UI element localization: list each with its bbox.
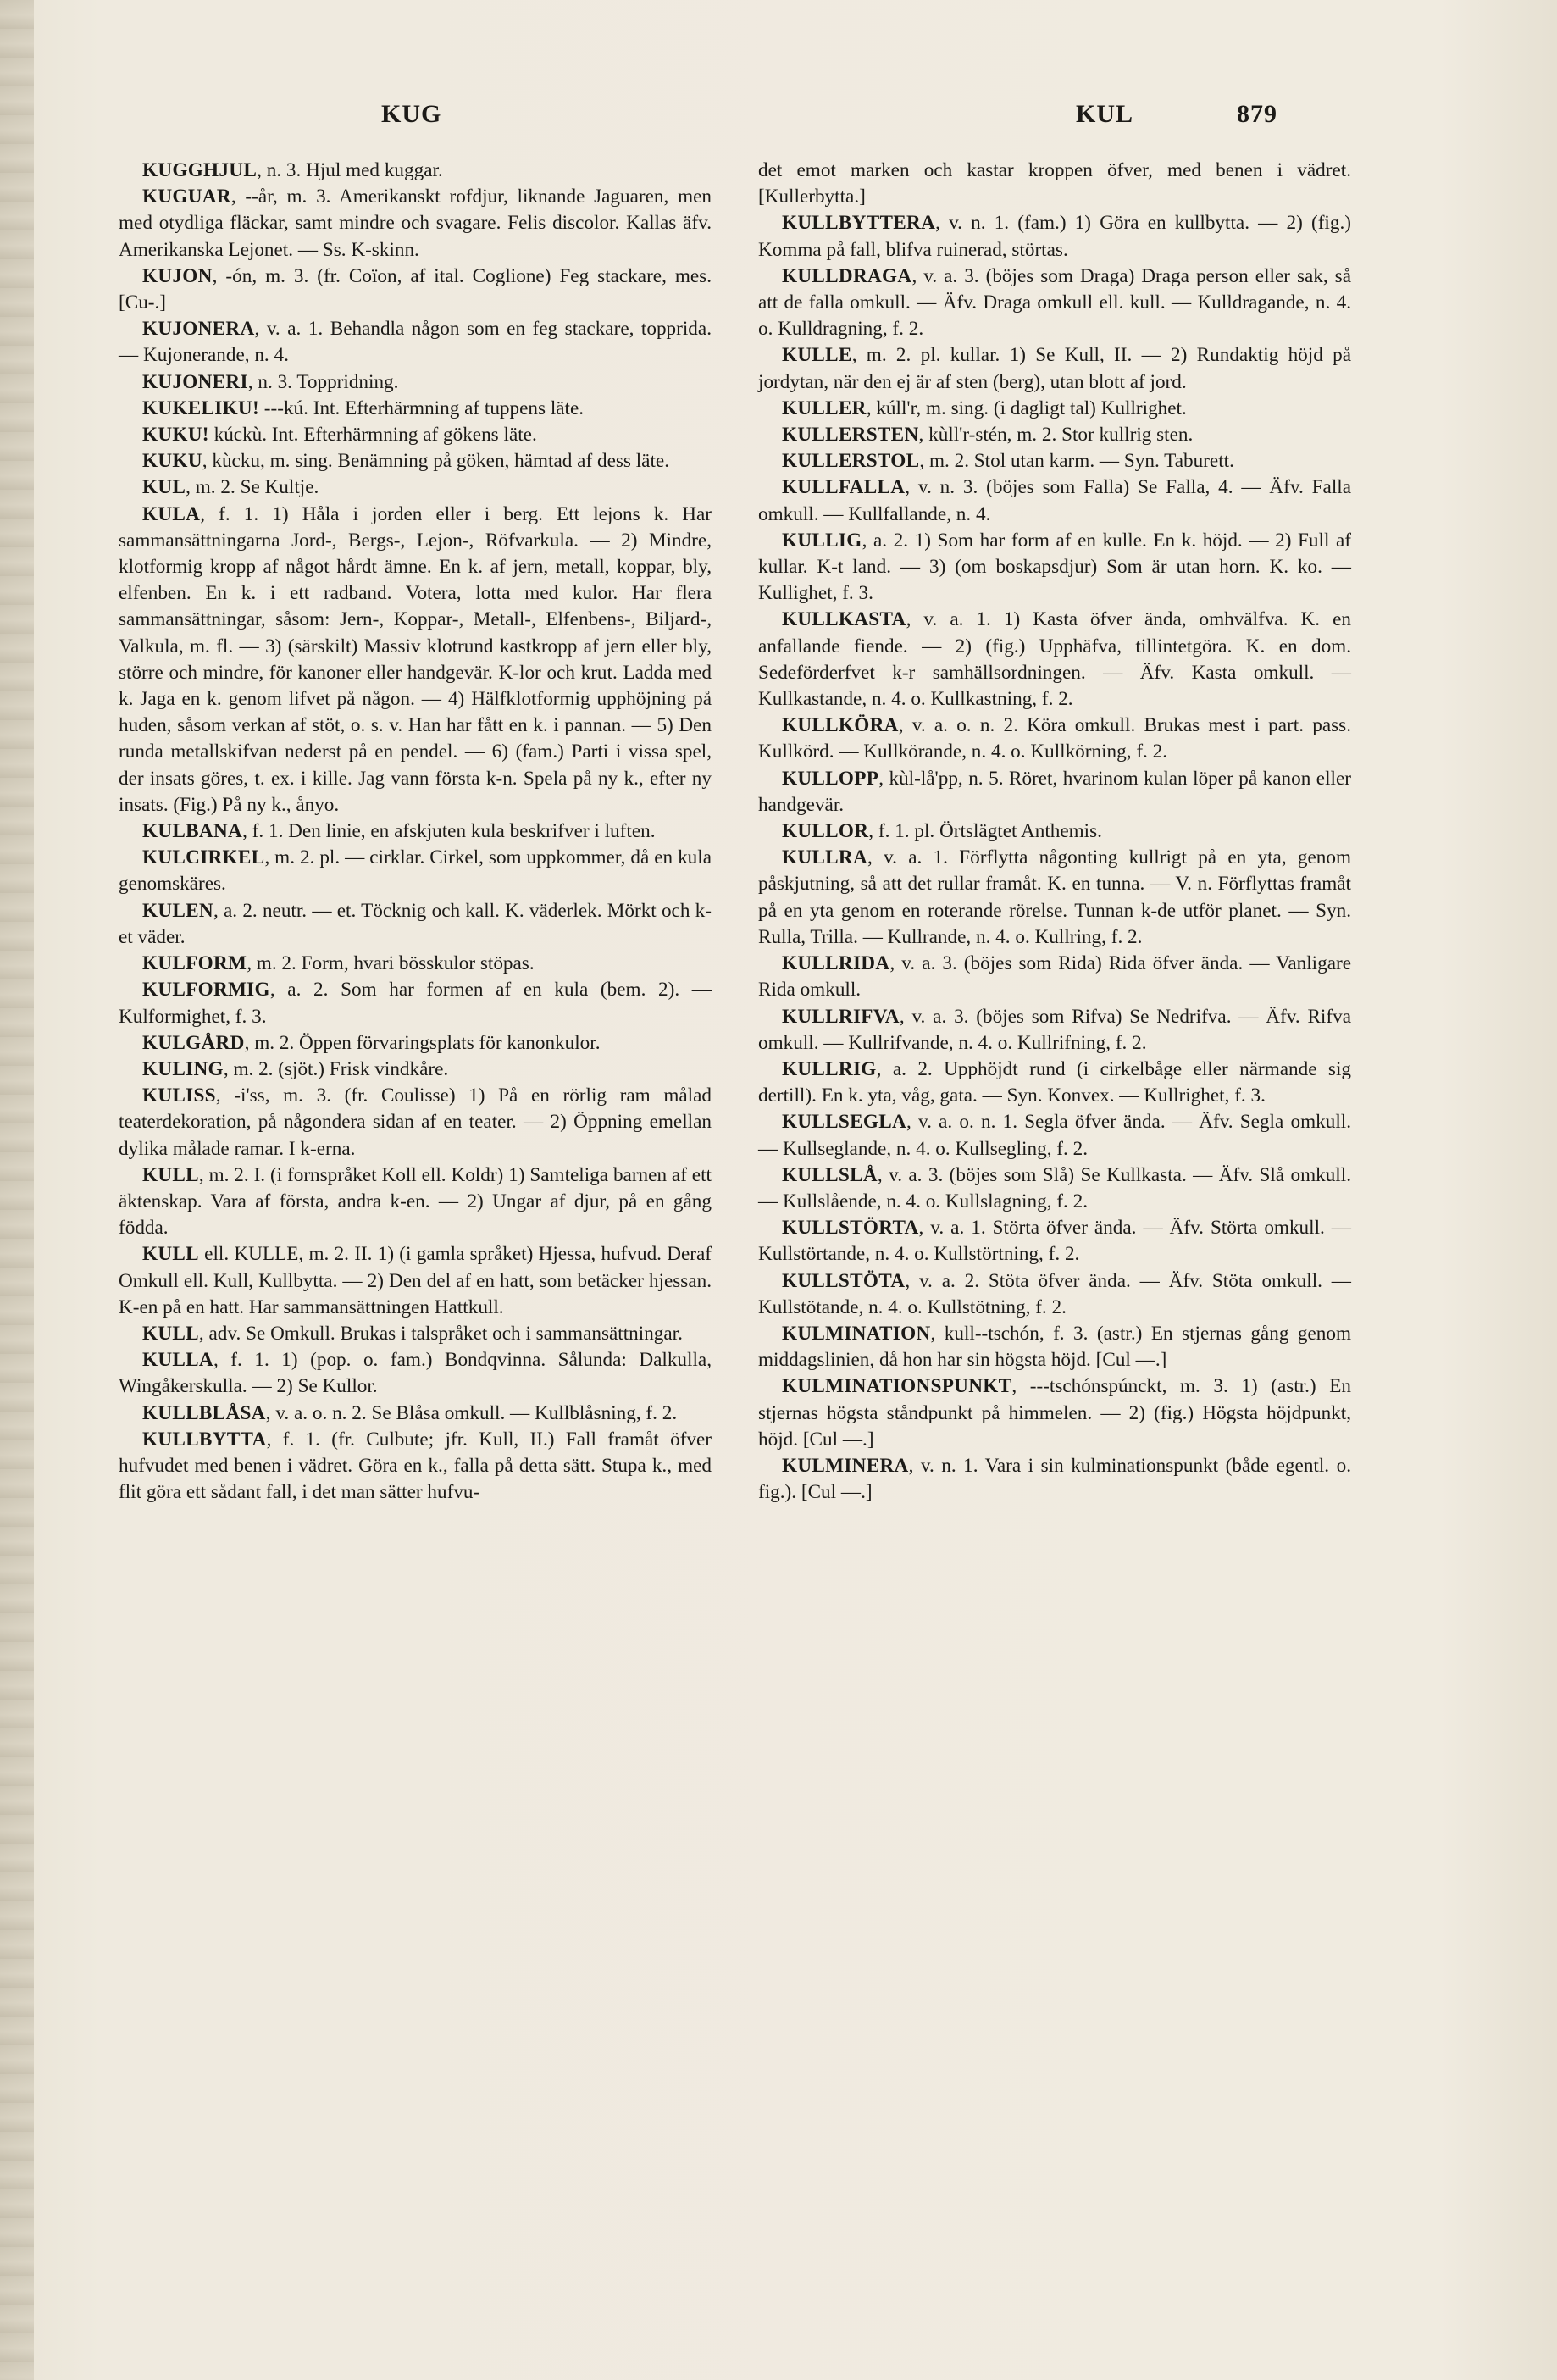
entry-text: , f. 1. Den linie, en afskjuten kula beskrifver i luften. bbox=[242, 820, 656, 843]
entry-text: kúckù. Int. Efterhärmning af gökens läte. bbox=[208, 424, 537, 447]
entry-text: , f. 1. pl. Örtslägtet Anthemis. bbox=[868, 820, 1102, 843]
entry-headword: KULL bbox=[142, 1243, 199, 1266]
entry-text: , kúll'r, m. sing. (i dagligt tal) Kullrighet. bbox=[866, 397, 1187, 419]
dictionary-entry bbox=[758, 766, 1351, 818]
dictionary-entry bbox=[119, 448, 712, 474]
dictionary-entry bbox=[119, 898, 712, 951]
entry-text: det emot marken och kastar kroppen öfver, med benen i vädret. [Kullerbytta.] bbox=[758, 159, 1351, 208]
entry-text: , m. 2. pl. — cirklar. Cirkel, som uppkommer, då en kula genomskäres. bbox=[119, 846, 712, 896]
entry-text: , v. a. 3. (böjes som Rifva) Se Nedrifva. — Äfv. Rifva omkull. — Kullrifvande, n. 4. o. Kullrifning, f. 2. bbox=[758, 1005, 1351, 1054]
entry-headword: KULA bbox=[142, 502, 201, 525]
entry-text: , a. 2. Upphöjdt rund (i cirkelbåge eller närmande sig dertill). En k. yta, våg, gata. — Syn. Konvex. — Kullrighet, f. 3. bbox=[758, 1057, 1351, 1107]
entry-headword: KUGUAR bbox=[142, 186, 231, 208]
dictionary-entry bbox=[119, 474, 712, 501]
entry-text: , v. a. 2. Stöta öfver ända. — Äfv. Stöta omkull. — Kullstötande, n. 4. o. Kullstötning, f. 2. bbox=[758, 1269, 1351, 1318]
entry-text: , -ón, m. 3. (fr. Coïon, af ital. Coglione) Feg stackare, mes. [Cu-.] bbox=[119, 264, 712, 314]
entry-headword: KULBANA bbox=[142, 820, 243, 843]
entry-text: , ---tschónspúnckt, m. 3. 1) (astr.) En stjernas högsta ståndpunkt på himmelen. — 2) (fig.) Högsta höjdpunkt, höjd. [Cul —.] bbox=[758, 1375, 1351, 1451]
entry-text: , v. a. 1. Förflytta någonting kullrigt på en yta, genom påskjutning, så att det rullar framåt. K. en tunna. — V. n. Förflyttas framåt på en yta genom en roterande rörelse. Tunnan k-de utför planet. — Syn. Rulla, Trilla. — Kullrande, n. 4. o. Kullring, f. 2. bbox=[758, 846, 1351, 948]
dictionary-entry bbox=[758, 342, 1351, 395]
dictionary-entry bbox=[758, 422, 1351, 448]
page-number: 879 bbox=[1237, 100, 1277, 128]
entry-text: , m. 2. I. (i fornspråket Koll ell. Koldr) 1) Samteliga barnen af ett äktenskap. Vara af första, andra k-en. — 2) Ungar af djur, på en gång födda. bbox=[119, 1163, 712, 1240]
entry-headword: KULLFALLA bbox=[782, 476, 906, 499]
left-column bbox=[119, 158, 712, 1506]
entry-headword: KUKU! bbox=[142, 424, 209, 447]
entry-headword: KULLER bbox=[782, 397, 867, 419]
entry-text: , f. 1. (fr. Culbute; jfr. Kull, II.) Fall framåt öfver hufvudet med benen i vädret. Göra en k., falla på detta sätt. Stupa k., med flit göra ett sådant fall, i det man sätter hufvu- bbox=[119, 1428, 712, 1504]
entry-headword: KULING bbox=[142, 1057, 224, 1080]
entry-headword: KUGGHJUL bbox=[142, 159, 258, 181]
entry-headword: KULLBYTTA bbox=[142, 1428, 267, 1451]
dictionary-entry bbox=[758, 845, 1351, 951]
entry-text: , v. a. 3. (böjes som Slå) Se Kullkasta. — Äfv. Slå omkull. — Kullslående, n. 4. o. Kullslagning, f. 2. bbox=[758, 1163, 1351, 1212]
entry-text: , m. 2. Stol utan karm. — Syn. Taburett. bbox=[919, 450, 1234, 473]
entry-headword: KULFORMIG bbox=[142, 979, 270, 1001]
entry-headword: KULGÅRD bbox=[142, 1031, 245, 1054]
entry-headword: KULLDRAGA bbox=[782, 264, 912, 287]
dictionary-entry bbox=[119, 951, 712, 977]
entry-headword: KULLRIG bbox=[782, 1057, 877, 1080]
entry-text: ---kú. Int. Efterhärmning af tuppens läte. bbox=[258, 397, 585, 419]
dictionary-entry bbox=[119, 1030, 712, 1057]
entry-text: , adv. Se Omkull. Brukas i talspråket och i sammansättningar. bbox=[198, 1322, 683, 1345]
dictionary-entry bbox=[758, 1004, 1351, 1057]
entry-headword: KUJONERI bbox=[142, 370, 248, 393]
page-binding-edge bbox=[0, 0, 34, 2380]
entry-text: ell. KULLE, m. 2. II. 1) (i gamla språket) Hjessa, hufvud. Deraf Omkull ell. Kull, Kullbytta. — 2) Den del af en hatt, som betäcker hjessan. K-en på en hatt. Har sammansättningen Hattkull. bbox=[119, 1243, 712, 1318]
entry-headword: KULLE bbox=[782, 344, 852, 367]
entry-text: , v. a. 1. Störta öfver ända. — Äfv. Störta omkull. — Kullstörtande, n. 4. o. Kullstörtning, f. 2. bbox=[758, 1217, 1351, 1266]
entry-headword: KUL bbox=[142, 476, 186, 499]
dictionary-entry bbox=[758, 528, 1351, 607]
dictionary-entry bbox=[758, 1268, 1351, 1321]
entry-headword: KULLRIDA bbox=[782, 952, 890, 975]
entry-headword: KULFORM bbox=[142, 952, 247, 975]
dictionary-entry bbox=[119, 977, 712, 1029]
dictionary-entry bbox=[119, 316, 712, 369]
dictionary-entry bbox=[758, 396, 1351, 422]
dictionary-entry bbox=[119, 1057, 712, 1083]
dictionary-entry bbox=[758, 1321, 1351, 1373]
dictionary-entry bbox=[758, 1453, 1351, 1506]
entry-headword: KULLRA bbox=[782, 846, 868, 869]
header-right-guide-word: KUL bbox=[1076, 100, 1134, 128]
entry-text: , f. 1. 1) Håla i jorden eller i berg. Ett lejons k. Har sammansättningarna Jord-, Bergs-, Lejon-, Röfvarkula. — 2) Mindre, klotformig kropp af något hårdt ämne. En k. af jern, metall, koppar, bly, elfenben. En k. i ett radband. Votera, lotta med kulor. Har flera sammansättningar, såsom: Jern-, Koppar-, Metall-, Elfenbens-, Biljard-, Valkula, m. fl. — 3) (särskilt) Massiv klotrund kastkropp af jern eller bly, större och mindre, för kanoner eller handgevär. K-lor och krut. Ladda med k. Jaga en k. genom lifvet på någon. — 4) Hälfklotformig upphöjning på huden, såsom verkan af stöt, o. s. v. Han har fått en k. i pannan. — 5) Den runda metallskifvan nederst på en pendel. — 6) (fam.) Parti i vissa spel, der insats göres, t. ex. i kille. Jag vann första k-n. Spela på ny k., efter ny insats. (Fig.) På ny k., ånyo. bbox=[119, 502, 712, 816]
dictionary-entry bbox=[758, 713, 1351, 765]
entry-headword: KULEN bbox=[142, 899, 213, 922]
entry-text: , m. 2. Öppen förvaringsplats för kanonkulor. bbox=[244, 1031, 601, 1054]
entry-text: , kùcku, m. sing. Benämning på göken, hämtad af dess läte. bbox=[202, 450, 669, 473]
entry-text: , kùl-lå'pp, n. 5. Röret, hvarinom kulan löper på kanon eller handgevär. bbox=[758, 767, 1351, 816]
dictionary-entry bbox=[758, 1057, 1351, 1109]
entry-text: , -i'ss, m. 3. (fr. Coulisse) 1) På en rörlig ram målad teaterdekoration, på någondera sidan af en teater. — 2) Öppning emellan dylika målade ramar. I k-erna. bbox=[119, 1085, 712, 1160]
entry-headword: KULLSEGLA bbox=[782, 1111, 907, 1134]
dictionary-entry bbox=[119, 369, 712, 396]
entry-headword: KULMINATIONSPUNKT bbox=[782, 1375, 1012, 1398]
entry-headword: KUJONERA bbox=[142, 318, 255, 341]
entry-text: , m. 2. Form, hvari bösskulor stöpas. bbox=[247, 952, 535, 975]
entry-text: , m. 2. Se Kultje. bbox=[186, 476, 319, 499]
entry-headword: KULLIG bbox=[782, 529, 862, 552]
entry-headword: KULLA bbox=[142, 1349, 213, 1372]
dictionary-entry bbox=[758, 1215, 1351, 1268]
entry-headword: KUKU bbox=[142, 450, 202, 473]
dictionary-entry bbox=[119, 1241, 712, 1321]
entry-headword: KUKELIKU! bbox=[142, 397, 259, 419]
dictionary-entry bbox=[119, 1347, 712, 1400]
entry-text: , f. 1. 1) (pop. o. fam.) Bondqvinna. Sålunda: Dalkulla, Wingåkerskulla. — 2) Se Kullor. bbox=[119, 1349, 712, 1398]
dictionary-entry bbox=[758, 1109, 1351, 1162]
entry-headword: KULL bbox=[142, 1322, 199, 1345]
entry-text: , v. n. 1. Vara i sin kulminationspunkt (både egentl. o. fig.). [Cul —.] bbox=[758, 1454, 1351, 1504]
dictionary-entry bbox=[758, 210, 1351, 263]
entry-headword: KUJON bbox=[142, 264, 213, 287]
dictionary-entry bbox=[758, 474, 1351, 527]
entry-headword: KULLSTÖRTA bbox=[782, 1217, 919, 1240]
entry-headword: KULCIRKEL bbox=[142, 846, 265, 869]
entry-text: , v. a. 3. (böjes som Draga) Draga person eller sak, så att de falla omkull. — Äfv. Draga omkull ell. kull. — Kulldragande, n. 4. o. Kulldragning, f. 2. bbox=[758, 264, 1351, 341]
dictionary-entry bbox=[758, 1162, 1351, 1215]
dictionary-entry bbox=[119, 396, 712, 422]
header-left-guide-word: KUG bbox=[381, 100, 442, 128]
entry-text: , m. 2. pl. kullar. 1) Se Kull, II. — 2) Rundaktig höjd på jordytan, när den ej är af sten (berg), utan blott af jord. bbox=[758, 344, 1351, 393]
dictionary-entry bbox=[119, 502, 712, 818]
entry-headword: KULLBLÅSA bbox=[142, 1401, 266, 1424]
entry-text: , kull--tschón, f. 3. (astr.) En stjernas gång genom middagslinien, då hon har sin högsta höjd. [Cul —.] bbox=[758, 1322, 1351, 1372]
entry-headword: KULISS bbox=[142, 1085, 216, 1107]
dictionary-entry bbox=[758, 1373, 1351, 1453]
dictionary-entry bbox=[758, 951, 1351, 1003]
entry-headword: KULLOR bbox=[782, 820, 869, 843]
dictionary-entry bbox=[758, 264, 1351, 343]
dictionary-entry bbox=[119, 818, 712, 845]
entry-headword: KULLKASTA bbox=[782, 608, 906, 631]
dictionary-entry bbox=[119, 1321, 712, 1347]
entry-text: , v. a. 1. Behandla någon som en feg stackare, topprida. — Kujonerande, n. 4. bbox=[119, 318, 712, 367]
dictionary-entry bbox=[758, 818, 1351, 845]
dictionary-entry bbox=[119, 184, 712, 264]
entry-headword: KULLKÖRA bbox=[782, 714, 899, 737]
dictionary-entry bbox=[119, 1162, 712, 1242]
entry-headword: KULLBYTTERA bbox=[782, 212, 936, 235]
entry-headword: KULLERSTOL bbox=[782, 450, 920, 473]
entry-text: , n. 3. Toppridning. bbox=[247, 370, 399, 393]
entry-text: , v. a. 1. 1) Kasta öfver ända, omhvälfva. K. en anfallande fiende. — 2) (fig.) Upphäfva, tillintetgöra. K. en dom. Sedeförderfvet k-r samhällsordningen. — Äfv. Kasta omkull. — Kullkastande, n. 4. o. Kullkastning, f. 2. bbox=[758, 608, 1351, 711]
entry-text: , --år, m. 3. Amerikanskt rofdjur, liknande Jaguaren, men med otydliga fläckar, samt mindre och svagare. Felis discolor. Kallas äfv. Amerikanska Lejonet. — Ss. K-skinn. bbox=[119, 186, 712, 261]
dictionary-entry bbox=[119, 1427, 712, 1506]
entry-headword: KULL bbox=[142, 1163, 199, 1186]
dictionary-entry bbox=[119, 1083, 712, 1162]
dictionary-entry bbox=[119, 158, 712, 184]
dictionary-entry bbox=[758, 607, 1351, 713]
entry-headword: KULLSLÅ bbox=[782, 1163, 878, 1186]
entry-text: , v. a. o. n. 1. Segla öfver ända. — Äfv. Segla omkull. — Kullseglande, n. 4. o. Kullsegling, f. 2. bbox=[758, 1111, 1351, 1160]
dictionary-entry bbox=[119, 845, 712, 897]
entry-text: , a. 2. neutr. — et. Töcknig och kall. K. väderlek. Mörkt och k-et väder. bbox=[119, 899, 712, 948]
dictionary-entry bbox=[119, 264, 712, 316]
dictionary-entry bbox=[119, 422, 712, 448]
entry-text: , v. a. o. n. 2. Se Blåsa omkull. — Kullblåsning, f. 2. bbox=[265, 1401, 678, 1424]
entry-headword: KULLOPP bbox=[782, 767, 879, 790]
entry-text: , m. 2. (sjöt.) Frisk vindkåre. bbox=[223, 1057, 449, 1080]
entry-headword: KULLERSTEN bbox=[782, 424, 919, 447]
entry-headword: KULLRIFVA bbox=[782, 1005, 900, 1028]
entry-text: , v. n. 3. (böjes som Falla) Se Falla, 4. — Äfv. Falla omkull. — Kullfallande, n. 4. bbox=[758, 476, 1351, 525]
right-column bbox=[758, 158, 1351, 1506]
entry-text: , kùll'r-stén, m. 2. Stor kullrig sten. bbox=[918, 424, 1194, 447]
entry-text: , a. 2. Som har formen af en kula (bem. 2). — Kulformighet, f. 3. bbox=[119, 979, 712, 1028]
entry-text: , v. n. 1. (fam.) 1) Göra en kullbytta. — 2) (fig.) Komma på fall, blifva ruinerad, störtas. bbox=[758, 212, 1351, 261]
entry-text: , n. 3. Hjul med kuggar. bbox=[257, 159, 443, 181]
entry-text: , v. a. o. n. 2. Köra omkull. Brukas mest i part. pass. Kullkörd. — Kullkörande, n. 4. o. Kullkörning, f. 2. bbox=[758, 714, 1351, 763]
dictionary-entry bbox=[119, 1401, 712, 1427]
entry-headword: KULMINERA bbox=[782, 1454, 909, 1477]
entry-text: , a. 2. 1) Som har form af en kulle. En k. höjd. — 2) Full af kullar. K-t land. — 3) (om boskapsdjur) Som är utan horn. K. ko. — Kullighet, f. 3. bbox=[758, 529, 1351, 605]
dictionary-entry bbox=[758, 448, 1351, 474]
entry-text: , v. a. 3. (böjes som Rida) Rida öfver ända. — Vanligare Rida omkull. bbox=[758, 952, 1351, 1001]
running-header bbox=[0, 100, 1557, 134]
entry-headword: KULLSTÖTA bbox=[782, 1269, 906, 1292]
dictionary-entry bbox=[758, 158, 1351, 210]
entry-headword: KULMINATION bbox=[782, 1322, 931, 1345]
